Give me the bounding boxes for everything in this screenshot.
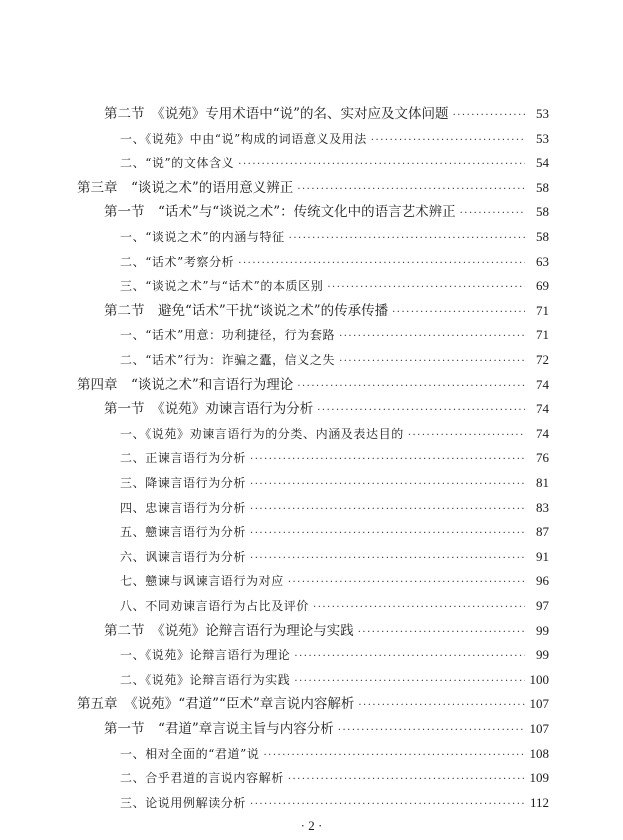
- toc-subsection-row: [120, 570, 549, 592]
- toc-leader-dots: [297, 179, 525, 201]
- toc-leader-dots: [238, 253, 525, 275]
- toc-entry-page: 112: [529, 794, 549, 810]
- toc-entry-title: 五、戆谏言语行为分析: [120, 525, 247, 540]
- toc-entry-page: 100: [529, 671, 549, 687]
- toc-entry-title: 一、相对全面的“君道”说: [120, 746, 260, 761]
- toc-leader-dots: [338, 720, 525, 742]
- toc-entry-page: 76: [536, 450, 549, 466]
- toc-section-row: [104, 718, 549, 740]
- toc-entry-page: 58: [536, 229, 549, 244]
- toc-leader-dots: [289, 228, 525, 250]
- toc-entry-page: 99: [536, 622, 549, 638]
- toc-entry-page: 72: [536, 352, 549, 367]
- toc-entry-title: 二、正谏言语行为分析: [120, 451, 247, 466]
- toc-subsection-row: [120, 324, 549, 346]
- toc-entry-title: 三、“谈说之术”与“话术”的本质区别: [120, 279, 324, 294]
- toc-section-row: [104, 300, 549, 322]
- toc-entry-page: 109: [529, 770, 549, 786]
- toc-entry-title: 第二节 避免“话术”干扰“谈说之术”的传承传播: [104, 302, 389, 319]
- toc-entry-page: 97: [536, 598, 549, 613]
- toc-entry-title: 第二节 《说苑》论辩言语行为理论与实践: [104, 622, 354, 639]
- toc-subsection-row: [120, 546, 549, 568]
- toc-entry-page: 99: [536, 647, 549, 663]
- toc-entry-page: 53: [536, 106, 549, 121]
- toc-leader-dots: [250, 499, 525, 521]
- toc-leader-dots: [288, 769, 525, 791]
- toc-entry-title: 第一节 “话术”与“谈说之术”：传统文化中的语言艺术辨正: [104, 204, 456, 221]
- toc-leader-dots: [238, 154, 525, 176]
- toc-subsection-row: [120, 226, 549, 248]
- toc-chapter-row: [77, 374, 549, 396]
- toc-leader-dots: [339, 351, 525, 373]
- toc-leader-dots: [250, 548, 525, 570]
- toc-entry-title: 一、《说苑》论辩言语行为理论: [120, 648, 291, 663]
- toc-leader-dots: [358, 695, 525, 717]
- toc-leader-dots: [250, 794, 525, 816]
- toc-entry-title: 一、“话术”用意：功利捷径，行为套路: [120, 328, 336, 343]
- toc-subsection-row: [120, 521, 549, 543]
- toc-leader-dots: [460, 203, 525, 225]
- toc-leader-dots: [339, 326, 525, 348]
- toc-leader-dots: [313, 597, 525, 619]
- toc-entry-title: 四、忠谏言语行为分析: [120, 500, 247, 515]
- toc-subsection-row: [120, 349, 549, 371]
- toc-entry-page: 87: [536, 524, 549, 540]
- toc-subsection-row: [120, 152, 549, 174]
- toc-section-row: [104, 620, 549, 642]
- toc-leader-dots: [250, 523, 525, 545]
- toc-entry-page: 53: [536, 130, 549, 146]
- toc-entry-page: 71: [536, 302, 549, 318]
- toc-entry-title: 一、“谈说之术”的内涵与特征: [120, 230, 285, 244]
- toc-entry-page: 81: [536, 475, 549, 490]
- toc-entry-page: 83: [536, 499, 549, 515]
- toc-entry-title: 第五章 《说苑》“君道”“臣术”章言说内容解析: [77, 696, 355, 713]
- toc-entry-title: 一、《说苑》劝谏言语行为的分类、内涵及表达目的: [120, 426, 404, 441]
- toc-entry-title: 三、论说用例解读分析: [120, 795, 247, 810]
- toc-leader-dots: [371, 130, 525, 152]
- toc-entry-title: 第一节 “君道”章言说主旨与内容分析: [104, 721, 334, 737]
- toc-entry-page: 74: [536, 425, 549, 441]
- toc-entry-page: 63: [536, 253, 549, 269]
- toc-subsection-row: [120, 792, 549, 814]
- toc-entry-title: 第二节 《说苑》专用术语中“说”的名、实对应及文体问题: [104, 106, 449, 122]
- toc-entry-title: 二、“话术”考察分析: [120, 254, 235, 269]
- toc-subsection-row: [120, 767, 549, 789]
- toc-entry-page: 107: [529, 721, 549, 736]
- toc-subsection-row: [120, 128, 549, 150]
- toc-entry-title: 二、“话术”行为：诈骗之蠹，信义之失: [120, 353, 336, 367]
- toc-entry-page: 74: [536, 401, 549, 417]
- toc-subsection-row: [120, 472, 549, 494]
- toc-leader-dots: [288, 572, 525, 594]
- toc-leader-dots: [294, 646, 525, 668]
- toc-entry-title: 六、讽谏言语行为分析: [120, 549, 247, 564]
- toc-entry-title: 第一节 《说苑》劝谏言语行为分析: [104, 401, 314, 418]
- toc-leader-dots: [297, 376, 525, 398]
- toc-leader-dots: [250, 449, 525, 471]
- toc-leader-dots: [263, 745, 525, 767]
- toc-leader-dots: [392, 302, 525, 324]
- page-number: · 2 ·: [300, 818, 323, 833]
- toc-chapter-row: [77, 177, 549, 199]
- toc-section-row: [104, 201, 549, 223]
- toc-entry-title: 二、“说”的文体含义: [120, 156, 235, 171]
- toc-subsection-row: [120, 497, 549, 519]
- toc-chapter-row: [77, 693, 549, 715]
- toc-entry-page: 54: [536, 155, 549, 171]
- toc-subsection-row: [120, 743, 549, 765]
- toc-subsection-row: [120, 423, 549, 445]
- toc-entry-page: 91: [536, 548, 549, 564]
- toc-entry-title: 二、《说苑》论辩言语行为实践: [120, 672, 291, 687]
- toc-subsection-row: [120, 595, 549, 617]
- toc-leader-dots: [327, 277, 525, 299]
- toc-entry-title: 七、戆谏与讽谏言语行为对应: [120, 574, 284, 589]
- toc-entry-title: 第四章 “谈说之术”和言语行为理论: [77, 376, 294, 393]
- toc-leader-dots: [408, 425, 525, 447]
- toc-entry-title: 二、合乎君道的言说内容解析: [120, 771, 284, 786]
- toc-entry-page: 108: [529, 745, 549, 761]
- toc-entry-title: 三、降谏言语行为分析: [120, 476, 247, 490]
- toc-entry-page: 58: [536, 204, 549, 220]
- toc-leader-dots: [317, 400, 525, 422]
- toc-entry-page: 107: [529, 696, 549, 712]
- toc-entry-page: 69: [536, 278, 549, 294]
- toc-leader-dots: [294, 671, 525, 693]
- toc-leader-dots: [358, 622, 525, 644]
- toc-entry-page: 71: [536, 327, 549, 343]
- toc-subsection-row: [120, 275, 549, 297]
- toc-section-row: [104, 398, 549, 420]
- toc-entry-title: 一、《说苑》中由“说”构成的词语意义及用法: [120, 131, 367, 146]
- toc-leader-dots: [250, 474, 525, 496]
- toc-entry-title: 第三章 “谈说之术”的语用意义辨正: [77, 179, 294, 196]
- toc-entry-page: 74: [536, 376, 549, 392]
- toc-entry-page: 58: [536, 179, 549, 195]
- toc-leader-dots: [453, 105, 525, 127]
- toc-subsection-row: [120, 251, 549, 273]
- toc-subsection-row: [120, 644, 549, 666]
- toc-subsection-row: [120, 669, 549, 691]
- toc-entry-title: 八、不同劝谏言语行为占比及评价: [120, 599, 310, 613]
- toc-subsection-row: [120, 447, 549, 469]
- toc-section-row: [104, 103, 549, 125]
- toc-entry-page: 96: [536, 573, 549, 589]
